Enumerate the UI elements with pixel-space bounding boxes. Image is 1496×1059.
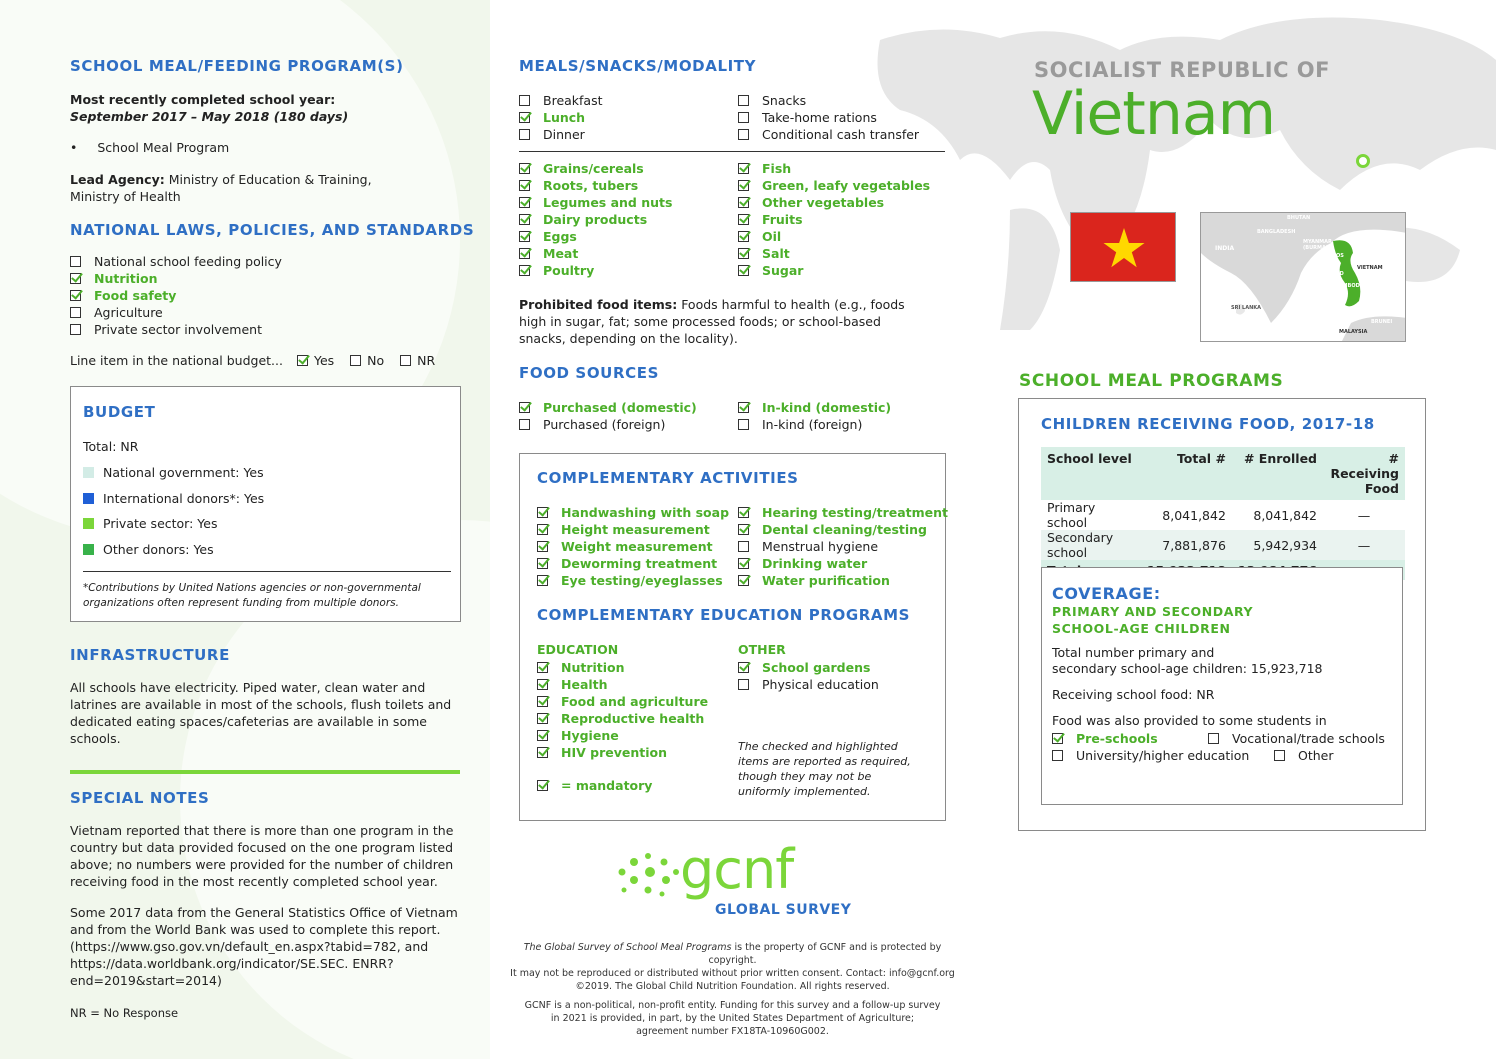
budget-item: Private sector: Yes bbox=[83, 516, 217, 531]
lead-agency: Lead Agency: Ministry of Education & Training, bbox=[70, 172, 372, 187]
children-table: School level Total # # Enrolled # Receiving Food Primary school 8,041,842 8,041,842 — Secondary school 7,881,876 5,942,934 — bbox=[1041, 447, 1405, 580]
meals-heading: MEALS/SNACKS/MODALITY bbox=[519, 57, 757, 75]
checkbox bbox=[70, 273, 81, 284]
sources-col2: In-kind (domestic) In-kind (foreign) bbox=[738, 399, 891, 433]
complementary-box bbox=[519, 453, 946, 821]
special-notes-heading: SPECIAL NOTES bbox=[70, 789, 210, 807]
gcnf-logo bbox=[612, 850, 682, 903]
edu-list: Nutrition Health Food and agriculture Reproductive health Hygiene HIV prevention bbox=[537, 659, 708, 761]
divider bbox=[70, 770, 460, 774]
programs-box bbox=[1018, 398, 1426, 831]
prohibited-items: Prohibited food items: Foods harmful to health (e.g., foods high in sugar, fat; some processed foods; or school-based snacks, depending on the locality). bbox=[519, 297, 905, 346]
budget-item: Other donors: Yes bbox=[83, 542, 214, 557]
table-row: Primary school 8,041,842 8,041,842 — bbox=[1047, 500, 1371, 530]
coverage-l2: secondary school-age children: 15,923,718 bbox=[1052, 661, 1323, 676]
law-item: Agriculture bbox=[70, 304, 282, 321]
country-title: Vietnam bbox=[1032, 79, 1276, 149]
coverage-heading: COVERAGE: bbox=[1052, 584, 1161, 603]
coverage-opt: University/higher education bbox=[1052, 747, 1249, 764]
laws-list bbox=[70, 253, 282, 338]
comp-heading: COMPLEMENTARY ACTIVITIES bbox=[537, 469, 799, 487]
table-row: Secondary school 7,881,876 5,942,934 — bbox=[1041, 530, 1405, 560]
flag-star-icon bbox=[1071, 213, 1177, 283]
law-item: Food safety bbox=[70, 287, 282, 304]
edu-subhead: EDUCATION bbox=[537, 642, 619, 657]
budget-line-item: Line item in the national budget... Yes No NR bbox=[70, 353, 436, 368]
infrastructure-text: All schools have electricity. Piped water, clean water and latrines are available in most of the schools, flush toilets and dedicated eating spaces/cafeterias are available in some schools. bbox=[70, 680, 452, 746]
mandatory-legend: = mandatory bbox=[537, 777, 652, 794]
checkbox bbox=[70, 307, 81, 318]
sources-col1: Purchased (domestic) Purchased (foreign) bbox=[519, 399, 697, 433]
other-list: School gardens Physical education bbox=[738, 659, 879, 693]
children-table-title: CHILDREN RECEIVING FOOD, 2017-18 bbox=[1041, 415, 1375, 433]
nr-legend: NR = No Response bbox=[70, 1006, 179, 1020]
school-meal-heading: SCHOOL MEAL/FEEDING PROGRAM(S) bbox=[70, 57, 404, 75]
edu-heading: COMPLEMENTARY EDUCATION PROGRAMS bbox=[537, 606, 911, 624]
comp-col1: Handwashing with soap Height measurement Weight measurement Deworming treatment Eye testing/eyeglasses bbox=[537, 504, 729, 589]
coverage-sub2: SCHOOL-AGE CHILDREN bbox=[1052, 621, 1231, 636]
coverage-box bbox=[1041, 567, 1403, 805]
comp-col2: Hearing testing/treatment Dental cleaning/testing Menstrual hygiene Drinking water Water purification bbox=[738, 504, 948, 589]
meals-col2: Snacks Take-home rations Conditional cash transfer bbox=[738, 92, 919, 143]
coverage-l3: Receiving school food: NR bbox=[1052, 687, 1215, 702]
year-label: Most recently completed school year: bbox=[70, 92, 336, 107]
laws-heading: NATIONAL LAWS, POLICIES, AND STANDARDS bbox=[70, 221, 475, 239]
law-item: National school feeding policy bbox=[70, 253, 282, 270]
budget-box bbox=[70, 386, 461, 622]
law-item: Nutrition bbox=[70, 270, 282, 287]
budget-item: International donors*: Yes bbox=[83, 491, 264, 506]
coverage-opt: Other bbox=[1274, 747, 1334, 764]
coverage-l1: Total number primary and bbox=[1052, 645, 1215, 660]
budget-total: Total: NR bbox=[83, 439, 139, 454]
budget-item: National government: Yes bbox=[83, 465, 264, 480]
budget-heading: BUDGET bbox=[83, 403, 156, 421]
budget-note: *Contributions by United Nations agencies or non-governmental organizations often represent funding from multiple donors. bbox=[83, 582, 421, 609]
special-notes-p2: Some 2017 data from the General Statistics Office of Vietnam and from the World Bank was used to complete this report. (https://www.gso.gov.vn/default_en.aspx?tabid=782, and https://data.worldbank.org/indicator/SE.SEC. ENRR?end=2019&start=2014) bbox=[70, 905, 458, 988]
program-list-item: • School Meal Program bbox=[70, 140, 230, 155]
divider bbox=[519, 151, 945, 152]
checkbox bbox=[70, 290, 81, 301]
coverage-sub1: PRIMARY AND SECONDARY bbox=[1052, 604, 1254, 619]
checkbox bbox=[70, 324, 81, 335]
foods-col1: Grains/cereals Roots, tubers Legumes and nuts Dairy products Eggs Meat Poultry bbox=[519, 160, 672, 279]
comp-note: The checked and highlighted items are reported as required, though they may not be uniformly implemented. bbox=[738, 740, 911, 798]
coverage-opt: Vocational/trade schools bbox=[1208, 730, 1385, 747]
lead-agency-2: Ministry of Health bbox=[70, 189, 181, 204]
gcnf-dots-icon bbox=[612, 850, 682, 900]
special-notes-p1: Vietnam reported that there is more than one program in the country but data provided focused on the one program listed above; no numbers were provided for the number of children receiving food in the most recently completed school year. bbox=[70, 823, 454, 889]
gcnf-wordmark: gcnf bbox=[680, 838, 794, 901]
infrastructure-heading: INFRASTRUCTURE bbox=[70, 646, 230, 664]
coverage-opt: Pre-schools bbox=[1052, 730, 1158, 747]
food-sources-heading: FOOD SOURCES bbox=[519, 364, 659, 382]
country-prefix: SOCIALIST REPUBLIC OF bbox=[1034, 58, 1330, 82]
programs-heading: SCHOOL MEAL PROGRAMS bbox=[1019, 371, 1284, 391]
gcnf-subtitle: GLOBAL SURVEY bbox=[715, 902, 852, 918]
year-value: September 2017 – May 2018 (180 days) bbox=[70, 109, 349, 124]
law-item: Private sector involvement bbox=[70, 321, 282, 338]
vietnam-flag bbox=[1070, 212, 1176, 282]
other-subhead: OTHER bbox=[738, 642, 786, 657]
meals-col1: Breakfast Lunch Dinner bbox=[519, 92, 603, 143]
copyright-footer: The Global Survey of School Meal Programs is the property of GCNF and is protected by copyright. It may not be reproduced or distributed without prior written consent. Contact: info@gcnf.org ©2019. The Global Child Nutrition Foundation. All rights reserved. GCNF is a non-political, non-profit entity. Funding for this survey and a follow-up survey in 2021 is provided, in part, by the United States Department of Agriculture; agreement number FX18TA-10960G002. bbox=[510, 942, 955, 1037]
location-marker-icon bbox=[1356, 154, 1370, 168]
foods-col2: Fish Green, leafy vegetables Other vegetables Fruits Oil Salt Sugar bbox=[738, 160, 930, 279]
checkbox bbox=[70, 256, 81, 267]
coverage-l4: Food was also provided to some students in bbox=[1052, 713, 1327, 728]
region-map: BHUTAN BANGLADESH MYANMAR (BURMA) LAOS INDIA VIETNAM THAILAND CAMBODIA SRI LANKA BRUNEI MALAYSIA bbox=[1200, 212, 1406, 342]
